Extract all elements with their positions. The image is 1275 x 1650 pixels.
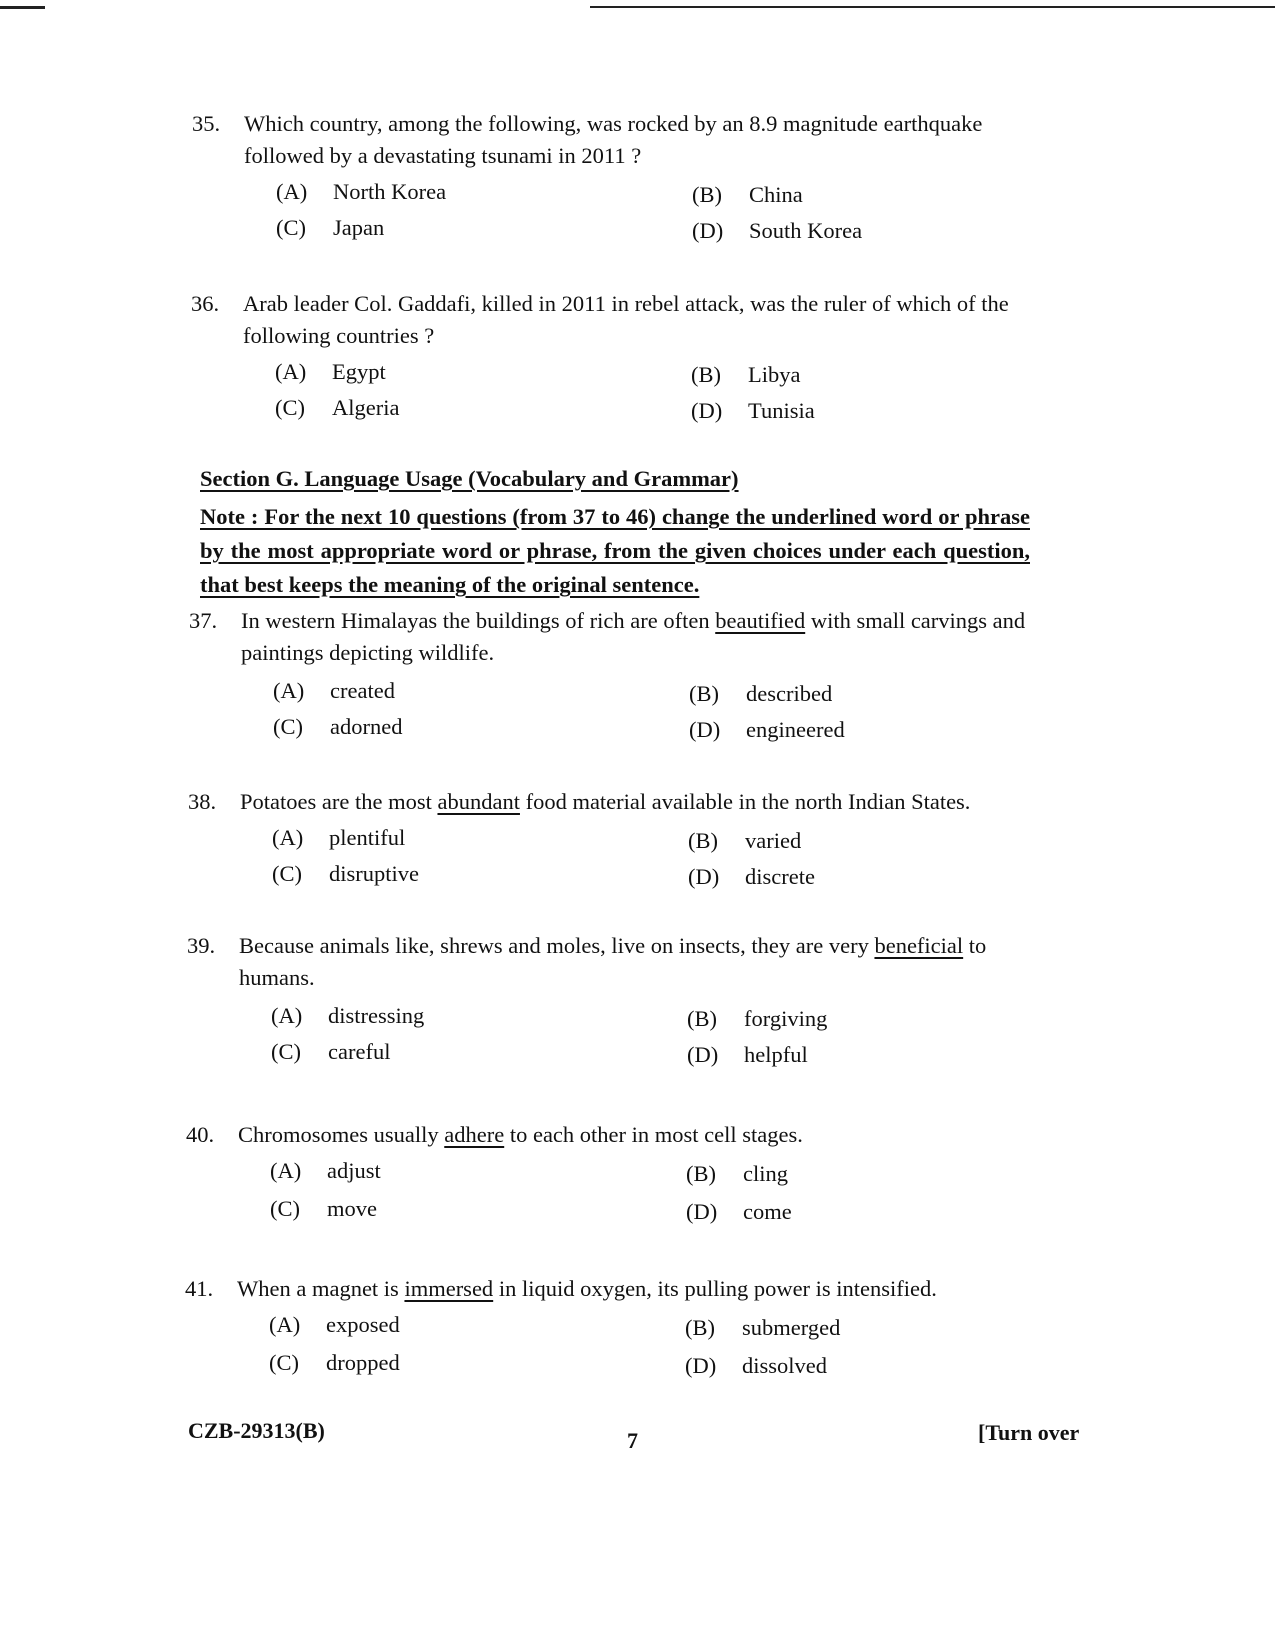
question-stem: Chromosomes usually adhere to each other in most cell stages. xyxy=(238,1122,803,1147)
question-number: 36. xyxy=(191,291,220,316)
question-number: 35. xyxy=(192,111,221,136)
question-number: 38. xyxy=(188,789,217,814)
question-number: 37. xyxy=(189,608,218,633)
question-stem: Potatoes are the most abundant food material available in the north Indian States. xyxy=(240,789,971,814)
underlined-word: beneficial xyxy=(874,933,964,958)
paper-code: CZB-29313(B) xyxy=(188,1418,325,1443)
question-stem: Because animals like, shrews and moles, live on insects, they are very beneficial to humans. xyxy=(239,933,987,990)
question-number: 41. xyxy=(185,1276,214,1301)
underlined-word: beautified xyxy=(715,608,806,633)
underlined-word: abundant xyxy=(437,789,520,814)
top-rule-right xyxy=(590,6,1275,8)
question-number: 39. xyxy=(187,933,216,958)
question-number: 40. xyxy=(186,1122,215,1147)
question-stem: Which country, among the following, was rocked by an 8.9 magnitude earthquake followed by a devastating tsunami in 2011 ? xyxy=(244,111,983,168)
turn-over: [Turn over xyxy=(978,1420,1080,1445)
question-stem: In western Himalayas the buildings of rich are often beautified with small carvings and paintings depicting wildlife. xyxy=(241,608,1026,665)
page-number: 7 xyxy=(627,1428,638,1453)
section-note: Note : For the next 10 questions (from 37 to 46) change the underlined word or phrase by the most appropriate word or phrase, from the given choices under each question, that best keeps the meaning of the original sentence. xyxy=(200,504,1030,597)
question-stem: Arab leader Col. Gaddafi, killed in 2011 in rebel attack, was the ruler of which of the following countries ? xyxy=(243,291,1009,348)
underlined-word: adhere xyxy=(444,1122,505,1147)
question-stem: When a magnet is immersed in liquid oxygen, its pulling power is intensified. xyxy=(237,1276,937,1301)
section-heading: Section G. Language Usage (Vocabulary and Grammar) xyxy=(200,466,739,491)
top-rule-left xyxy=(0,6,45,9)
underlined-word: immersed xyxy=(404,1276,494,1301)
